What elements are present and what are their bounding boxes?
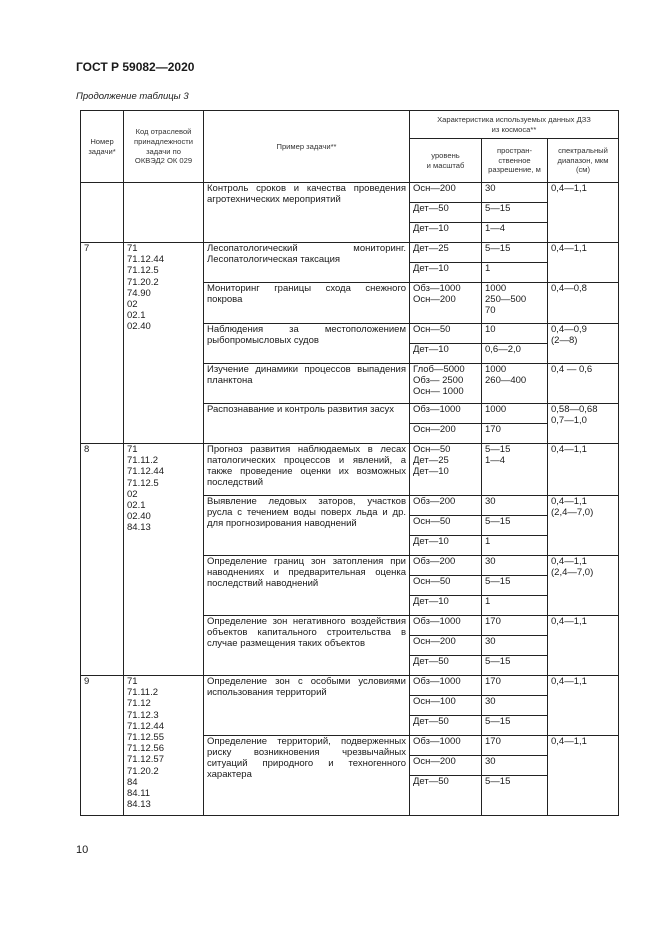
spectral-range: 0,58—0,68 0,7—1,0 xyxy=(548,404,619,444)
task-description: Определение территорий, подверженных риску возникновения чрезвычайных ситуаций природного и техногенного характера xyxy=(204,736,410,816)
spatial-resolution: 170 xyxy=(482,616,548,636)
spatial-resolution: 5—15 xyxy=(482,203,548,223)
level-scale: Дет—50 xyxy=(410,776,482,816)
spectral-range: 0,4—1,1 xyxy=(548,676,619,736)
spatial-resolution: 30 xyxy=(482,636,548,656)
industry-codes: 71 71.11.2 71.12.44 71.12.5 02 02.1 02.40 84.13 xyxy=(124,444,204,676)
task-description: Выявление ледовых заторов, участков русла с течением воды поверх льда и др. для прогнозирования наводнений xyxy=(204,496,410,556)
industry-codes: 71 71.12.44 71.12.5 71.20.2 74.90 02 02.1 02.40 xyxy=(124,243,204,444)
level-scale: Обз—200 xyxy=(410,556,482,576)
spatial-resolution: 5—15 xyxy=(482,576,548,596)
task-description: Контроль сроков и качества проведения агротехнических мероприятий xyxy=(204,183,410,243)
level-scale: Дет—10 xyxy=(410,536,482,556)
header-spectral-range: спектральный диапазон, мкм (см) xyxy=(548,139,619,183)
spectral-range: 0,4—0,8 xyxy=(548,283,619,324)
spatial-resolution: 5—15 1—4 xyxy=(482,444,548,496)
spatial-resolution: 5—15 xyxy=(482,716,548,736)
spatial-resolution: 10 xyxy=(482,324,548,344)
spectral-range: 0,4—1,1 xyxy=(548,736,619,816)
level-scale: Дет—50 xyxy=(410,656,482,676)
table-caption: Продолжение таблицы 3 xyxy=(76,91,189,102)
level-scale: Осн—50 xyxy=(410,576,482,596)
level-scale: Осн—200 xyxy=(410,636,482,656)
task-description: Прогноз развития наблюдаемых в лесах патологических процессов и явлений, а также проведение оценки их возможных последствий xyxy=(204,444,410,496)
spatial-resolution: 1000 260—400 xyxy=(482,364,548,404)
spatial-resolution: 30 xyxy=(482,696,548,716)
spatial-resolution: 30 xyxy=(482,556,548,576)
table-row xyxy=(81,243,619,263)
spatial-resolution: 170 xyxy=(482,676,548,696)
header-data-characteristics: Характеристика используемых данных ДЗЗ из космоса** xyxy=(410,111,619,139)
spatial-resolution: 5—15 xyxy=(482,243,548,263)
table-row xyxy=(81,444,619,496)
level-scale: Обз—1000 xyxy=(410,736,482,756)
spatial-resolution: 0,6—2,0 xyxy=(482,344,548,364)
header-level-scale: уровень и масштаб xyxy=(410,139,482,183)
task-description: Распознавание и контроль развития засух xyxy=(204,404,410,444)
level-scale: Обз—1000 Осн—200 xyxy=(410,283,482,324)
header-task-example: Пример задачи** xyxy=(204,111,410,183)
header-industry-code: Код отраслевой принадлежности задачи по ОКВЭД2 ОК 029 xyxy=(124,111,204,183)
task-description: Изучение динамики процессов выпадения планктона xyxy=(204,364,410,404)
document-header: ГОСТ Р 59082—2020 xyxy=(76,60,195,74)
task-description: Определение зон с особыми условиями использования территорий xyxy=(204,676,410,736)
spectral-range: 0,4—1,1 xyxy=(548,616,619,676)
spectral-range: 0,4—1,1 (2,4—7,0) xyxy=(548,556,619,616)
header-spatial-resolution: простран- ственное разрешение, м xyxy=(482,139,548,183)
level-scale: Осн—50 Дет—25 Дет—10 xyxy=(410,444,482,496)
level-scale: Осн—50 xyxy=(410,516,482,536)
spatial-resolution: 1000 xyxy=(482,404,548,424)
task-description: Определение границ зон затопления при наводнениях и предварительная оценка последствий наводнений xyxy=(204,556,410,616)
table-row xyxy=(81,676,619,696)
level-scale: Дет—10 xyxy=(410,223,482,243)
spectral-range: 0,4—1,1 xyxy=(548,183,619,243)
level-scale: Осн—50 xyxy=(410,324,482,344)
task-description: Лесопатологический мониторинг. Лесопатологическая таксация xyxy=(204,243,410,283)
spatial-resolution: 5—15 xyxy=(482,776,548,816)
spatial-resolution: 1 xyxy=(482,263,548,283)
spatial-resolution: 1000 250—500 70 xyxy=(482,283,548,324)
level-scale: Обз—200 xyxy=(410,496,482,516)
level-scale: Дет—25 xyxy=(410,243,482,263)
level-scale: Дет—50 xyxy=(410,203,482,223)
level-scale: Обз—1000 xyxy=(410,616,482,636)
spectral-range: 0,4 — 0,6 xyxy=(548,364,619,404)
level-scale: Глоб—5000 Обз— 2500 Осн— 1000 xyxy=(410,364,482,404)
level-scale: Осн—200 xyxy=(410,183,482,203)
spatial-resolution: 1 xyxy=(482,596,548,616)
task-number: 9 xyxy=(81,676,124,816)
table-row xyxy=(81,183,619,203)
spatial-resolution: 170 xyxy=(482,736,548,756)
task-description: Наблюдения за местоположением рыбопромысловых судов xyxy=(204,324,410,364)
spectral-range: 0,4—1,1 (2,4—7,0) xyxy=(548,496,619,556)
industry-codes xyxy=(124,183,204,243)
spatial-resolution: 30 xyxy=(482,756,548,776)
header-task-number: Номер задачи* xyxy=(81,111,124,183)
level-scale: Обз—1000 xyxy=(410,676,482,696)
level-scale: Осн—100 xyxy=(410,696,482,716)
spatial-resolution: 30 xyxy=(482,183,548,203)
spectral-range: 0,4—1,1 xyxy=(548,444,619,496)
level-scale: Дет—10 xyxy=(410,344,482,364)
page-number: 10 xyxy=(76,844,89,856)
level-scale: Дет—10 xyxy=(410,596,482,616)
level-scale: Осн—200 xyxy=(410,424,482,444)
task-number: 7 xyxy=(81,243,124,444)
level-scale: Осн—200 xyxy=(410,756,482,776)
level-scale: Дет—10 xyxy=(410,263,482,283)
level-scale: Обз—1000 xyxy=(410,404,482,424)
task-number: 8 xyxy=(81,444,124,676)
task-description: Определение зон негативного воздействия объектов капитального строительства в случае размещения таких объектов xyxy=(204,616,410,676)
task-number xyxy=(81,183,124,243)
spatial-resolution: 5—15 xyxy=(482,656,548,676)
level-scale: Дет—50 xyxy=(410,716,482,736)
spatial-resolution: 170 xyxy=(482,424,548,444)
spatial-resolution: 1—4 xyxy=(482,223,548,243)
industry-codes: 71 71.11.2 71.12 71.12.3 71.12.44 71.12.55 71.12.56 71.12.57 71.20.2 84 84.11 84.13 xyxy=(124,676,204,816)
task-description: Мониторинг границы схода снежного покрова xyxy=(204,283,410,324)
spatial-resolution: 1 xyxy=(482,536,548,556)
requirements-table xyxy=(80,110,619,816)
spectral-range: 0,4—0,9 (2—8) xyxy=(548,324,619,364)
spatial-resolution: 30 xyxy=(482,496,548,516)
spatial-resolution: 5—15 xyxy=(482,516,548,536)
spectral-range: 0,4—1,1 xyxy=(548,243,619,283)
